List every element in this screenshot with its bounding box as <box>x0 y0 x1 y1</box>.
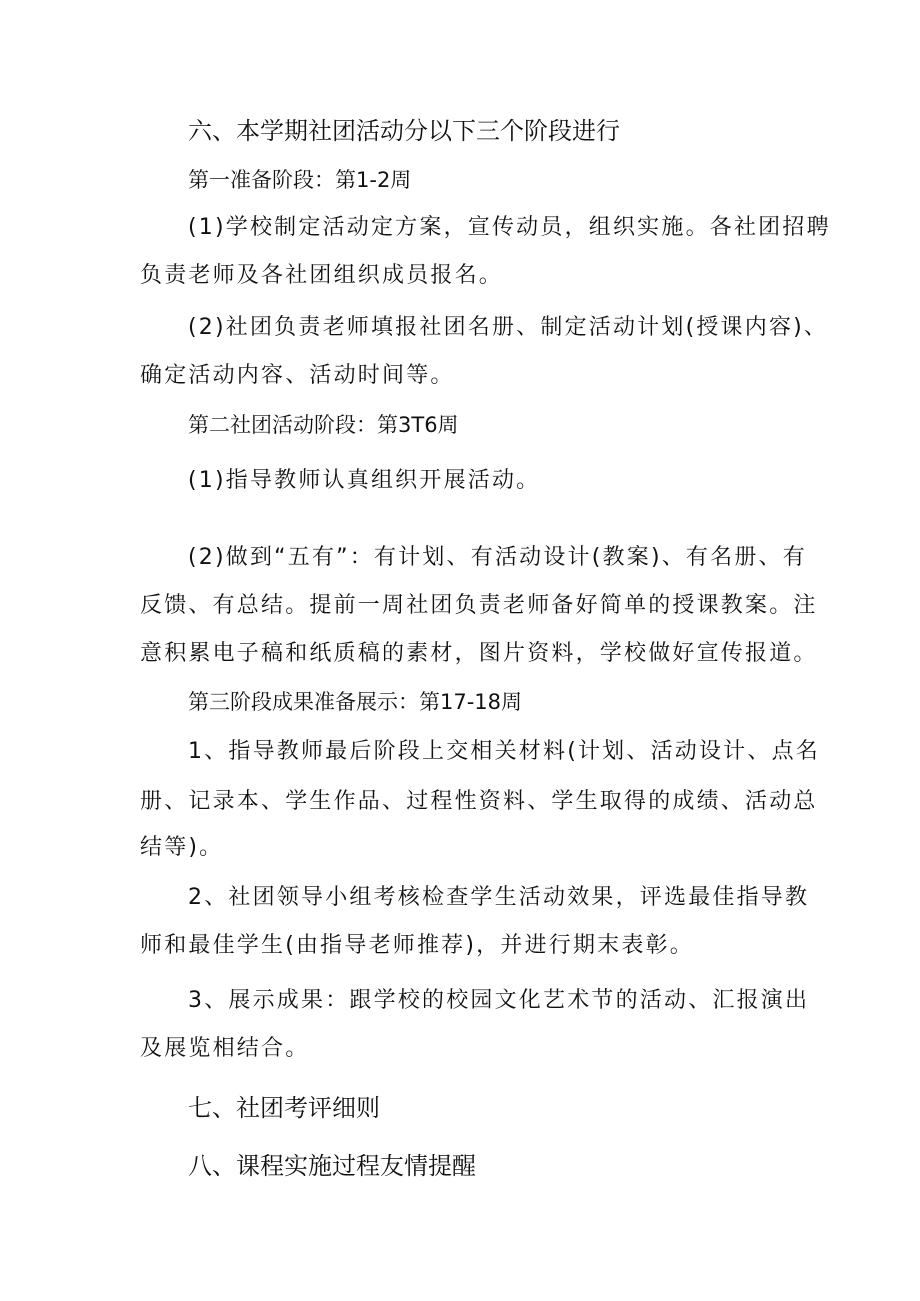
section-seven-heading: 七、社团考评细则 <box>188 1094 380 1122</box>
stage-one-item-1-line-2: 负责老师及各社团组织成员报名。 <box>140 263 504 288</box>
stage-two-item-2-line-1: (2)做到“五有”：有计划、有活动设计(教案)、有名册、有 <box>188 545 807 570</box>
stage-one-item-2-line-2: 确定活动内容、活动时间等。 <box>140 363 455 388</box>
section-eight-heading: 八、课程实施过程友情提醒 <box>188 1152 476 1180</box>
stage-three-item-3-line-1: 3、展示成果：跟学校的校园文化艺术节的活动、汇报演出 <box>188 988 810 1013</box>
stage-two-item-2-line-2: 反馈、有总结。提前一周社团负责老师备好简单的授课教案。注 <box>140 593 818 618</box>
stage-two-title: 第二社团活动阶段：第3T6周 <box>188 413 459 437</box>
section-six-heading: 六、本学期社团活动分以下三个阶段进行 <box>188 117 620 145</box>
stage-three-item-1-line-2: 册、记录本、学生作品、过程性资料、学生取得的成绩、活动总 <box>140 789 818 814</box>
stage-three-item-3-line-2: 及展览相结合。 <box>140 1036 310 1061</box>
stage-three-item-1-line-3: 结等)。 <box>140 835 224 860</box>
stage-three-item-2-line-1: 2、社团领导小组考核检查学生活动效果，评选最佳指导教 <box>188 885 810 910</box>
stage-two-item-1-line-1: (1)指导教师认真组织开展活动。 <box>188 468 541 493</box>
stage-two-item-2-line-3: 意积累电子稿和纸质稿的素材，图片资料，学校做好宣传报道。 <box>140 641 818 666</box>
stage-three-item-1-line-1: 1、指导教师最后阶段上交相关材料(计划、活动设计、点名 <box>188 739 820 764</box>
stage-one-item-1-line-1: (1)学校制定活动定方案，宣传动员，组织实施。各社团招聘 <box>188 215 831 240</box>
stage-three-title: 第三阶段成果准备展示：第17-18周 <box>188 690 523 714</box>
stage-one-item-2-line-1: (2)社团负责老师填报社团名册、制定活动计划(授课内容)、 <box>188 315 829 340</box>
stage-one-title: 第一准备阶段：第1-2周 <box>188 168 412 192</box>
stage-three-item-2-line-2: 师和最佳学生(由指导老师推荐)，并进行期末表彰。 <box>140 933 694 958</box>
